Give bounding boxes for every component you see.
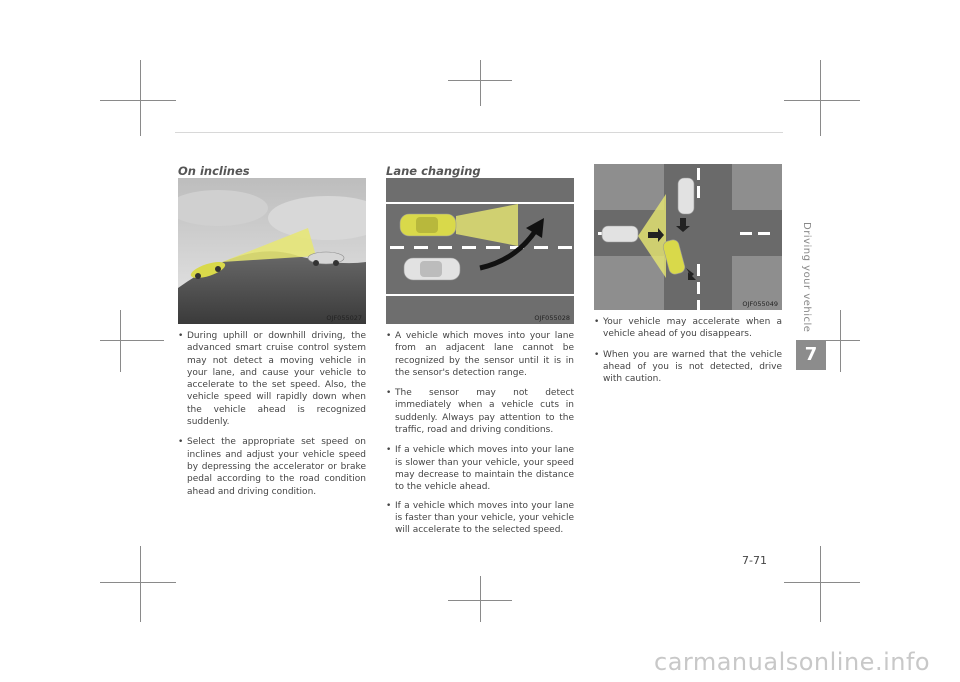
car-silver-icon — [404, 258, 460, 280]
bullet-item: • If a vehicle which moves into your lane is faster than your vehicle, your vehicle will accelerate to the selected speed. — [386, 500, 574, 537]
figure-intersection — [594, 164, 782, 310]
car-yellow-icon — [400, 214, 456, 236]
crop-mark — [100, 100, 176, 101]
lane-changing-body — [386, 330, 574, 544]
intersection-body — [594, 316, 782, 393]
crop-mark — [480, 576, 481, 622]
header-rule — [175, 132, 783, 133]
section-title-inclines: On inclines — [178, 164, 250, 178]
chapter-side-label: Driving your vehicle — [801, 222, 812, 333]
car-silver-icon — [308, 252, 344, 266]
crop-mark — [120, 310, 121, 372]
bullet-item: • A vehicle which moves into your lane from an adjacent lane cannot be recognized by the sensor until it is in the sensor's detection range. — [386, 330, 574, 379]
bullet-item: • During uphill or downhill driving, the advanced smart cruise control system may not detect a moving vehicle in your lane, and cause your vehicle to accelerate to the set speed. Also, the vehicle speed will rapidly down when the vehicle ahead is recognized suddenly. — [178, 330, 366, 428]
crop-mark — [140, 546, 141, 622]
watermark-text: carmanualsonline.info — [654, 648, 931, 676]
figure-code: OJF055027 — [326, 314, 362, 322]
inclines-illustration — [178, 178, 366, 324]
crop-mark — [100, 340, 164, 341]
car-silver-icon — [678, 178, 694, 214]
crop-mark — [820, 60, 821, 136]
crop-mark — [820, 546, 821, 622]
section-title-lane-changing: Lane changing — [386, 164, 481, 178]
bullet-item: • If a vehicle which moves into your lane is slower than your vehicle, your speed may decrease to maintain the distance to the vehicle ahead. — [386, 444, 574, 493]
bullet-item: • Your vehicle may accelerate when a vehicle ahead of you disappears. — [594, 316, 782, 341]
crop-mark — [784, 582, 860, 583]
figure-inclines — [178, 178, 366, 324]
intersection-illustration — [594, 164, 782, 310]
inclines-body — [178, 330, 366, 506]
page-number: 7-71 — [742, 554, 767, 567]
crop-mark — [840, 310, 841, 372]
crop-mark — [140, 60, 141, 136]
figure-lane-changing — [386, 178, 574, 324]
bullet-item: • The sensor may not detect immediately when a vehicle cuts in suddenly. Always pay attention to the traffic, road and driving conditions. — [386, 387, 574, 436]
lane-change-illustration — [386, 178, 574, 324]
crop-mark — [480, 60, 481, 106]
crop-mark — [100, 582, 176, 583]
crop-mark — [784, 100, 860, 101]
car-silver-icon — [602, 226, 638, 242]
chapter-tab: 7 — [796, 340, 826, 370]
figure-code: OJF055028 — [534, 314, 570, 322]
figure-code: OJF055049 — [742, 300, 778, 308]
bullet-item: • When you are warned that the vehicle ahead of you is not detected, drive with caution. — [594, 349, 782, 386]
bullet-item: • Select the appropriate set speed on inclines and adjust your vehicle speed by depressing the accelerator or brake pedal according to the road condition ahead and driving condition. — [178, 436, 366, 497]
